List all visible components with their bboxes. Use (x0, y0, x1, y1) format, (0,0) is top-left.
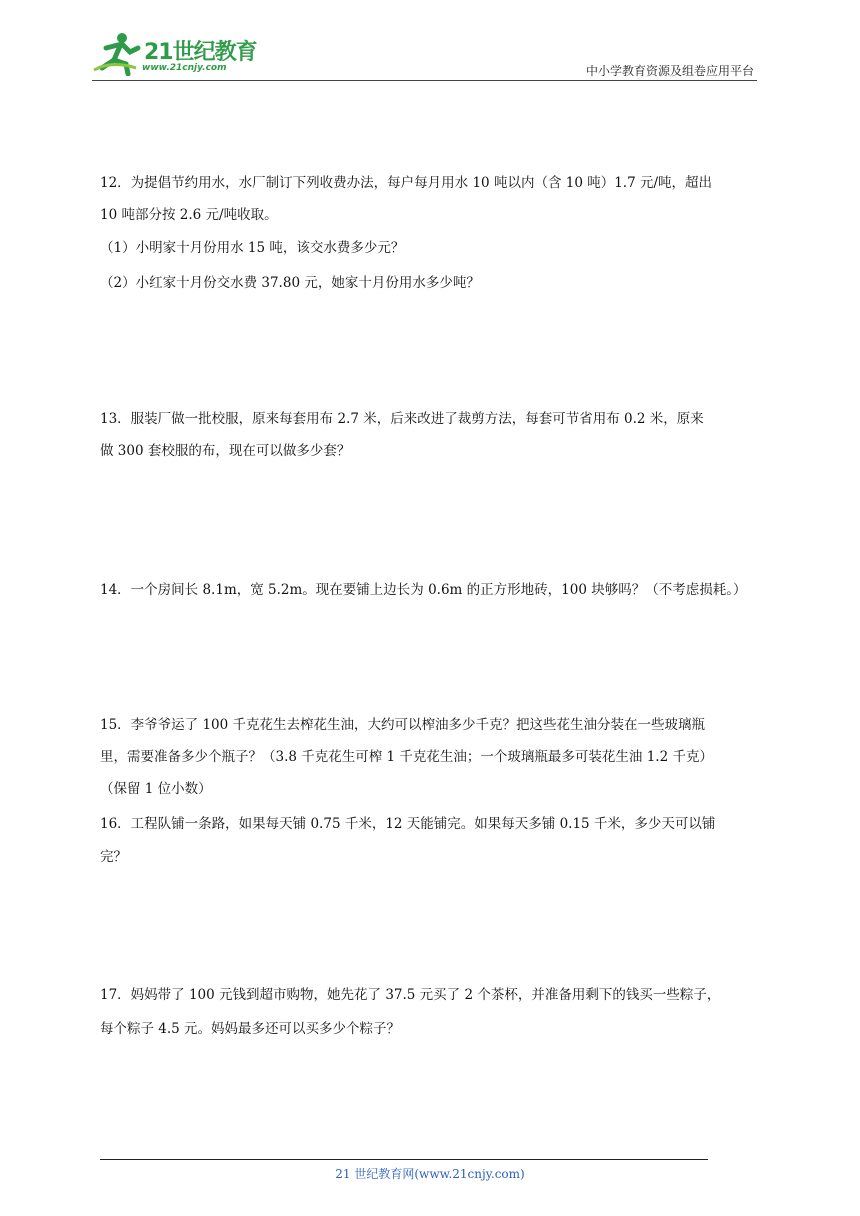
question-15-line-1: 15．李爷爷运了 100 千克花生去榨花生油，大约可以榨油多少千克？把这些花生油分装在一些玻璃瓶 (100, 717, 706, 733)
question-12-sub-2: （2）小红家十月份交水费 37.80 元，她家十月份用水多少吨？ (100, 275, 480, 291)
question-14-line-1: 14．一个房间长 8.1m，宽 5.2m。现在要铺上边长为 0.6m 的正方形地砖，100 块够吗？（不考虑损耗。） (100, 582, 747, 598)
question-12-line-1: 12．为提倡节约用水，水厂制订下列收费办法，每户每月用水 10 吨以内（含 10 吨）1.7 元/吨，超出 (100, 175, 713, 191)
page-header (0, 0, 860, 90)
question-16-line-2: 完？ (100, 849, 127, 865)
question-16-line-1: 16．工程队铺一条路，如果每天铺 0.75 千米，12 天能铺完。如果每天多铺 0.15 千米，多少天可以铺 (100, 816, 716, 832)
footer-link[interactable]: 21 世纪教育网(www.21cnjy.com) (335, 1167, 525, 1181)
question-15-line-3: （保留 1 位小数） (100, 781, 212, 797)
question-12-sub-1: （1）小明家十月份用水 15 吨，该交水费多少元？ (100, 240, 405, 256)
site-logo (92, 30, 262, 80)
question-13-line-2: 做 300 套校服的布，现在可以做多少套？ (100, 443, 351, 459)
header-divider (92, 80, 757, 81)
platform-title: 中小学教育资源及组卷应用平台 (585, 64, 754, 78)
runner-logo-icon (92, 30, 142, 76)
question-17-line-2: 每个粽子 4.5 元。妈妈最多还可以买多少个粽子？ (100, 1021, 401, 1037)
logo-url: www.21cnjy.com (142, 63, 227, 73)
logo-text: 21世纪教育 (144, 40, 257, 65)
footer-divider (100, 1159, 708, 1160)
question-13-line-1: 13．服装厂做一批校服，原来每套用布 2.7 米，后来改进了裁剪方法，每套可节省用布 0.2 米，原来 (100, 411, 704, 427)
question-12-line-2: 10 吨部分按 2.6 元/吨收取。 (100, 207, 278, 223)
question-17-line-1: 17．妈妈带了 100 元钱到超市购物，她先花了 37.5 元买了 2 个茶杯，并准备用剩下的钱买一些粽子， (100, 987, 721, 1003)
question-15-line-2: 里，需要准备多少个瓶子？（3.8 千克花生可榨 1 千克花生油；一个玻璃瓶最多可装花生油 1.2 千克） (100, 749, 713, 765)
